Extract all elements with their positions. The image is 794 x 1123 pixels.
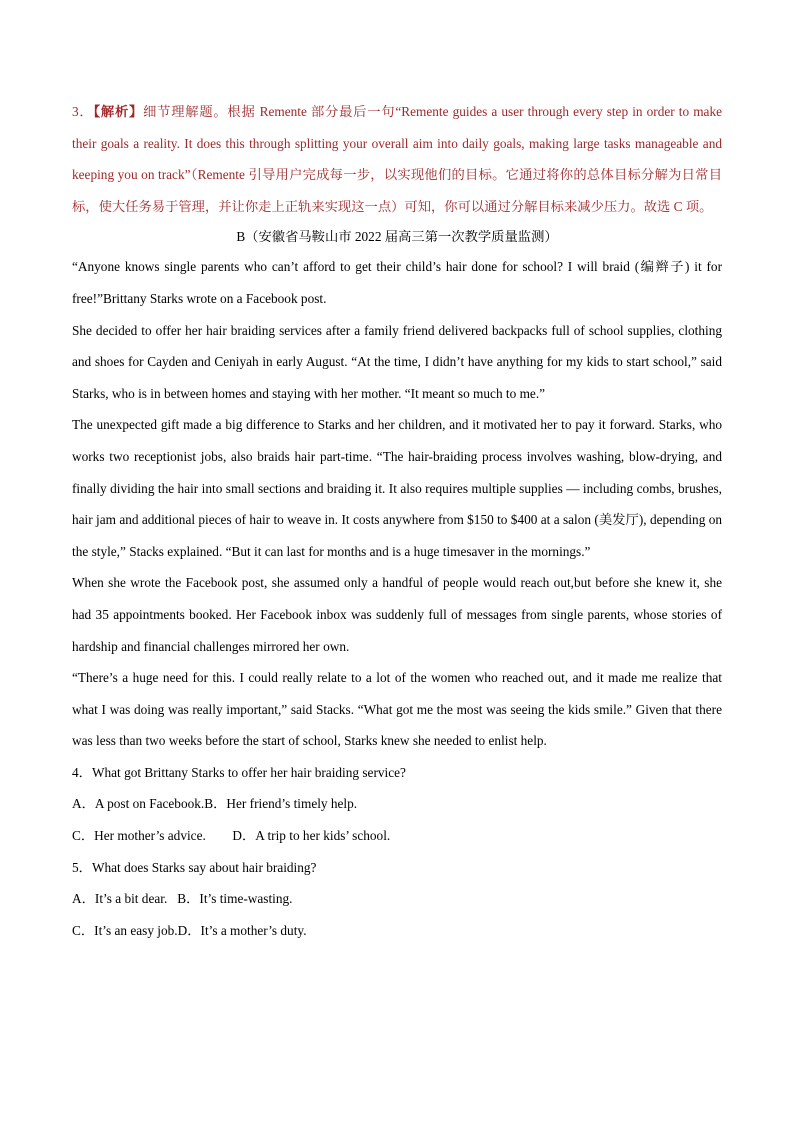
passage-paragraph: “Anyone knows single parents who can’t afford to get their child’s hair done for school? I will braid (编辫子) it for free!”Brittany Starks wrote on a Facebook post. xyxy=(72,259,722,306)
answer-analysis xyxy=(72,96,722,222)
passage-paragraph: The unexpected gift made a big difference to Starks and her children, and it motivated her to pay it forward. Starks, who works two receptionist jobs, also braids hair part-time. “The hair-braiding process involves washing, blow-drying, and finally dividing the hair into small sections and braiding it. It also requires multiple supplies — including combs, brushes, hair jam and additional pieces of hair to weave in. It costs anywhere from $150 to $400 at a salon (美发厅), depending on the style,” Stacks explained. “But it can last for months and is a huge timesaver in the mornings.” xyxy=(72,417,722,559)
question-4 xyxy=(72,757,722,852)
passage-paragraph: She decided to offer her hair braiding services after a family friend delivered backpacks full of school supplies, clothing and shoes for Cayden and Ceniyah in early August. “At the time, I didn’t have anything for my kids to start school,” said Starks, who is in between homes and staying with her mother. “It meant so much to me.” xyxy=(72,322,722,401)
passage-title: B（安徽省马鞍山市 2022 届高三第一次教学质量监测） xyxy=(236,229,558,245)
question-options-line: C．Her mother’s advice. D．A trip to her kids’ school. xyxy=(72,828,391,844)
analysis-tag: 【解析】 xyxy=(93,104,144,119)
analysis-number: 3． xyxy=(72,104,94,119)
question-options-line: C．It’s an easy job.D．It’s a mother’s duty. xyxy=(72,922,307,938)
document-page xyxy=(72,96,722,946)
passage-paragraph: “There’s a huge need for this. I could really relate to a lot of the women who reached out, and it made me realize that what I was doing was really important,” said Stacks. “What got me the most was seeing the kids smile.” Given that there was less than two weeks before the start of school, Starks knew she needed to enlist help. xyxy=(72,670,722,749)
question-5 xyxy=(72,852,722,947)
analysis-body: 细节理解题。根据 Remente 部分最后一句“Remente guides a user through every step in order to make their goals a reality. It does this through splitting your overall aim into daily goals, making large tasks manageable and keeping you on track”（Remente 引导用户完成每一步，以实现他们的目标。它通过将你的总体目标分解为日常目标，使大任务易于管理，并让你走上正轨来实现这一点）可知，你可以通过分解目标来减少压力。故选 C 项。 xyxy=(72,104,722,214)
question-stem: 4．What got Brittany Starks to offer her hair braiding service? xyxy=(72,764,406,780)
question-options-line: A．A post on Facebook.B．Her friend’s timely help. xyxy=(72,796,358,812)
question-options-line: A．It’s a bit dear. B．It’s time-wasting. xyxy=(72,891,293,907)
question-stem: 5．What does Starks say about hair braiding? xyxy=(72,859,317,875)
passage-paragraph: When she wrote the Facebook post, she assumed only a handful of people would reach out,but before she knew it, she had 35 appointments booked. Her Facebook inbox was suddenly full of messages from single parents, whose stories of hardship and financial challenges mirrored her own. xyxy=(72,575,722,654)
